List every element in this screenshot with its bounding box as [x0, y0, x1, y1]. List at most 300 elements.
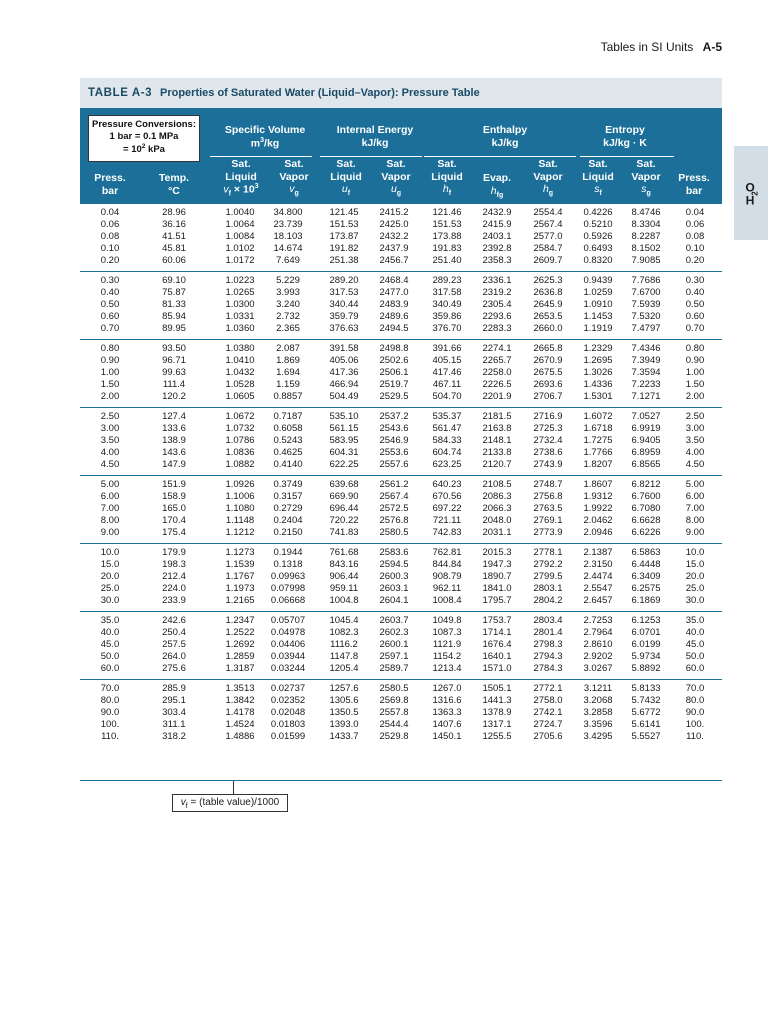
table-cell: 60.0	[100, 663, 120, 674]
table-cell: 5.8133	[631, 683, 661, 694]
table-cell: 224.0	[162, 583, 186, 594]
table-cell: 959.11	[329, 583, 359, 594]
table-cell: 173.88	[432, 231, 462, 242]
table-cell: 138.9	[162, 435, 186, 446]
table-cell: 0.4140	[273, 459, 303, 470]
table-cell: 60.06	[162, 255, 186, 266]
table-cell: 1.1767	[225, 571, 255, 582]
table-cell: 198.3	[162, 559, 186, 570]
table-cell: 0.90	[100, 355, 120, 366]
table-cell: 2738.6	[533, 447, 563, 458]
table-cell: 1255.5	[482, 731, 512, 742]
table-cell: 2181.5	[482, 411, 512, 422]
table-cell: 405.06	[329, 355, 359, 366]
table-cell: 179.9	[162, 547, 186, 558]
table-cell: 35.0	[100, 615, 120, 626]
table-cell: 5.00	[100, 479, 120, 490]
table-cell: 2.0946	[583, 527, 613, 538]
group-rule-internal-energy	[320, 156, 422, 157]
table-row	[80, 503, 722, 515]
table-cell: 6.6226	[631, 527, 661, 538]
table-cell: 2594.5	[379, 559, 409, 570]
table-cell: 2769.1	[533, 515, 563, 526]
table-cell: 121.45	[329, 207, 359, 218]
table-cell: 1205.4	[329, 663, 359, 674]
table-cell: 1.0360	[225, 323, 255, 334]
table-cell: 1.1453	[583, 311, 613, 322]
pc-title: Pressure Conversions:	[91, 119, 196, 130]
table-cell: 2778.1	[533, 547, 563, 558]
table-cell: 2557.6	[379, 459, 409, 470]
table-cell: 90.0	[100, 707, 120, 718]
table-cell: 359.79	[329, 311, 359, 322]
row-group	[80, 476, 722, 544]
table-cell: 2537.2	[379, 411, 409, 422]
table-cell: 0.40	[100, 287, 120, 298]
table-cell: 2567.4	[379, 491, 409, 502]
table-cell: 1087.3	[432, 627, 462, 638]
table-cell: 3.50	[685, 435, 705, 446]
table-cell: 250.4	[162, 627, 186, 638]
table-cell: 1795.7	[482, 595, 512, 606]
table-cell: 25.0	[685, 583, 705, 594]
table-row	[80, 571, 722, 583]
table-cell: 23.739	[273, 219, 303, 230]
table-cell: 391.58	[329, 343, 359, 354]
table-row	[80, 559, 722, 571]
table-cell: 25.0	[100, 583, 120, 594]
pc-line1: 1 bar = 0.1 MPa	[109, 130, 179, 142]
table-cell: 2494.5	[379, 323, 409, 334]
table-cell: 2305.4	[482, 299, 512, 310]
table-cell: 2529.5	[379, 391, 409, 402]
table-cell: 721.11	[432, 515, 462, 526]
table-cell: 7.5939	[631, 299, 661, 310]
table-cell: 0.06	[100, 219, 120, 230]
table-cell: 3.240	[276, 299, 300, 310]
table-row	[80, 583, 722, 595]
table-cell: 3.1211	[583, 683, 613, 694]
table-cell: 2748.7	[533, 479, 563, 490]
table-cell: 28.96	[162, 207, 186, 218]
table-row	[80, 219, 722, 231]
table-cell: 2432.9	[482, 207, 512, 218]
thumb-tab-sub: 2	[750, 191, 760, 196]
table-cell: 40.0	[685, 627, 705, 638]
table-cell: 3.2068	[583, 695, 613, 706]
table-cell: 1.8607	[583, 479, 613, 490]
table-cell: 5.6141	[631, 719, 661, 730]
table-cell: 0.6493	[583, 243, 613, 254]
table-row	[80, 683, 722, 695]
table-cell: 843.16	[329, 559, 359, 570]
table-cell: 1257.6	[329, 683, 359, 694]
table-cell: 14.674	[273, 243, 303, 254]
table-cell: 7.5320	[631, 311, 661, 322]
row-group	[80, 340, 722, 408]
table-cell: 4.50	[100, 459, 120, 470]
table-cell: 2589.7	[379, 663, 409, 674]
table-cell: 9.00	[685, 527, 705, 538]
table-cell: 2772.1	[533, 683, 563, 694]
table-cell: 0.02352	[270, 695, 306, 706]
table-cell: 2258.0	[482, 367, 512, 378]
table-cell: 2163.8	[482, 423, 512, 434]
page-number: A-5	[702, 40, 722, 54]
table-cell: 5.229	[276, 275, 300, 286]
table-cell: 5.8892	[631, 663, 661, 674]
table-cell: 908.79	[432, 571, 462, 582]
table-cell: 1.0172	[225, 255, 255, 266]
table-cell: 2319.2	[482, 287, 512, 298]
table-row	[80, 423, 722, 435]
table-cell: 7.00	[685, 503, 705, 514]
table-cell: 45.81	[162, 243, 186, 254]
table-cell: 1008.4	[432, 595, 462, 606]
table-cell: 0.50	[685, 299, 705, 310]
table-cell: 0.10	[100, 243, 120, 254]
table-cell: 2724.7	[533, 719, 563, 730]
table-cell: 844.84	[432, 559, 462, 570]
table-row	[80, 207, 722, 219]
table-cell: 111.4	[162, 379, 186, 390]
table-cell: 15.0	[685, 559, 705, 570]
table-cell: 30.0	[100, 595, 120, 606]
table-cell: 2293.6	[482, 311, 512, 322]
table-cell: 2546.9	[379, 435, 409, 446]
table-cell: 1316.6	[432, 695, 462, 706]
table-cell: 1450.1	[432, 731, 462, 742]
table-cell: 8.1502	[631, 243, 661, 254]
table-cell: 466.94	[329, 379, 359, 390]
table-cell: 604.74	[432, 447, 462, 458]
table-cell: 0.3157	[273, 491, 303, 502]
table-cell: 417.36	[329, 367, 359, 378]
table-cell: 2706.7	[533, 391, 563, 402]
table-cell: 2.7964	[583, 627, 613, 638]
table-cell: 0.02737	[270, 683, 306, 694]
table-cell: 2.5547	[583, 583, 613, 594]
table-cell: 121.46	[432, 207, 462, 218]
table-cell: 1433.7	[329, 731, 359, 742]
table-cell: 2392.8	[482, 243, 512, 254]
col-sf: Sat. Liquid $s_f$	[582, 158, 614, 198]
table-row	[80, 663, 722, 675]
table-row	[80, 255, 722, 267]
col-hg: Sat. Vapor $h_g$	[533, 158, 563, 198]
table-cell: 0.5243	[273, 435, 303, 446]
table-cell: 1213.4	[432, 663, 462, 674]
running-head-text: Tables in SI Units	[600, 40, 694, 54]
group-rule-specific-volume	[210, 156, 312, 157]
table-cell: 34.800	[273, 207, 303, 218]
table-cell: 251.40	[432, 255, 462, 266]
thumb-tab	[734, 146, 768, 240]
table-title-bar	[80, 78, 722, 108]
table-cell: 2468.4	[379, 275, 409, 286]
table-cell: 0.3749	[273, 479, 303, 490]
table-cell: 2580.5	[379, 527, 409, 538]
table-cell: 2725.3	[533, 423, 563, 434]
table-cell: 2.087	[276, 343, 300, 354]
table-cell: 1.0732	[225, 423, 255, 434]
table-row	[80, 411, 722, 423]
table-cell: 36.16	[162, 219, 186, 230]
table-cell: 7.3594	[631, 367, 661, 378]
table-cell: 2502.6	[379, 355, 409, 366]
table-row	[80, 547, 722, 559]
table-cell: 2437.9	[379, 243, 409, 254]
table-cell: 233.9	[162, 595, 186, 606]
table-cell: 4.50	[685, 459, 705, 470]
table-cell: 0.80	[100, 343, 120, 354]
table-bottom-rule	[80, 780, 722, 781]
table-cell: 295.1	[162, 695, 186, 706]
table-cell: 1045.4	[329, 615, 359, 626]
table-cell: 242.6	[162, 615, 186, 626]
table-cell: 4.00	[685, 447, 705, 458]
table-cell: 5.7432	[631, 695, 661, 706]
table-cell: 0.1318	[273, 559, 303, 570]
table-cell: 15.0	[100, 559, 120, 570]
table-cell: 0.08	[685, 231, 705, 242]
table-cell: 1676.4	[482, 639, 512, 650]
table-cell: 1.0926	[225, 479, 255, 490]
table-cell: 2.365	[276, 323, 300, 334]
table-cell: 7.7686	[631, 275, 661, 286]
table-row	[80, 379, 722, 391]
table-cell: 1.00	[100, 367, 120, 378]
table-cell: 340.49	[432, 299, 462, 310]
table-cell: 1.1080	[225, 503, 255, 514]
table-cell: 0.4226	[583, 207, 613, 218]
footnote-callout: $v_f$ = (table value)/1000	[172, 794, 288, 812]
table-cell: 289.23	[432, 275, 462, 286]
table-row	[80, 299, 722, 311]
table-cell: 89.95	[162, 323, 186, 334]
pressure-conversions-box	[88, 115, 200, 162]
table-row	[80, 287, 722, 299]
table-cell: 8.4746	[631, 207, 661, 218]
table-cell: 2561.2	[379, 479, 409, 490]
table-cell: 1.0380	[225, 343, 255, 354]
table-cell: 0.30	[685, 275, 705, 286]
table-cell: 0.8320	[583, 255, 613, 266]
table-row	[80, 323, 722, 335]
table-cell: 2803.1	[533, 583, 563, 594]
col-hf: Sat. Liquid $h_f$	[431, 158, 463, 198]
table-cell: 2.4474	[583, 571, 613, 582]
table-cell: 1.1919	[583, 323, 613, 334]
table-cell: 535.10	[329, 411, 359, 422]
table-cell: 0.10	[685, 243, 705, 254]
table-cell: 212.4	[162, 571, 186, 582]
table-body	[80, 204, 722, 748]
table-cell: 1.0223	[225, 275, 255, 286]
table-cell: 2693.6	[533, 379, 563, 390]
table-row	[80, 343, 722, 355]
table-cell: 1.1273	[225, 547, 255, 558]
table-cell: 75.87	[162, 287, 186, 298]
table-cell: 561.47	[432, 423, 462, 434]
table-cell: 1.2522	[225, 627, 255, 638]
table-cell: 7.6700	[631, 287, 661, 298]
table-cell: 1.1006	[225, 491, 255, 502]
table-cell: 3.3596	[583, 719, 613, 730]
callout-leader	[233, 781, 234, 794]
table-cell: 1753.7	[482, 615, 512, 626]
table-cell: 191.83	[432, 243, 462, 254]
group-internal-energy: Internal Energy kJ/kg	[336, 124, 414, 149]
table-cell: 175.4	[162, 527, 186, 538]
table-cell: 2.732	[276, 311, 300, 322]
table-cell: 2803.4	[533, 615, 563, 626]
table-row	[80, 275, 722, 287]
table-cell: 2732.4	[533, 435, 563, 446]
table-cell: 151.53	[432, 219, 462, 230]
table-cell: 6.7600	[631, 491, 661, 502]
table-cell: 2201.9	[482, 391, 512, 402]
table-cell: 0.5926	[583, 231, 613, 242]
table-cell: 1116.2	[330, 639, 358, 650]
table-cell: 1.0064	[225, 219, 255, 230]
table-cell: 6.8212	[631, 479, 661, 490]
table-cell: 1154.2	[432, 651, 462, 662]
table-cell: 1947.3	[482, 559, 512, 570]
table-row	[80, 615, 722, 627]
table-cell: 1.0528	[225, 379, 255, 390]
table-cell: 6.8565	[631, 459, 661, 470]
table-cell: 2705.6	[533, 731, 563, 742]
table-cell: 0.1944	[273, 547, 303, 558]
table-cell: 417.46	[432, 367, 462, 378]
table-cell: 2554.4	[533, 207, 563, 218]
table-cell: 3.50	[100, 435, 120, 446]
table-cell: 2031.1	[482, 527, 512, 538]
table-cell: 7.9085	[631, 255, 661, 266]
table-cell: 9.00	[100, 527, 120, 538]
table-cell: 6.1253	[631, 615, 661, 626]
table-cell: 0.01599	[270, 731, 306, 742]
table-cell: 2600.3	[379, 571, 409, 582]
table-cell: 1.50	[100, 379, 120, 390]
table-cell: 2.3150	[583, 559, 613, 570]
table-cell: 85.94	[162, 311, 186, 322]
table-cell: 0.9439	[583, 275, 613, 286]
table-cell: 5.6772	[631, 707, 661, 718]
table-cell: 2.50	[685, 411, 705, 422]
table-cell: 5.00	[685, 479, 705, 490]
table-cell: 69.10	[162, 275, 186, 286]
table-cell: 0.2150	[273, 527, 303, 538]
table-cell: 2283.3	[482, 323, 512, 334]
table-cell: 80.0	[685, 695, 705, 706]
table-cell: 2716.9	[533, 411, 563, 422]
table-cell: 60.0	[685, 663, 705, 674]
table-cell: 2226.5	[482, 379, 512, 390]
table-cell: 742.83	[432, 527, 462, 538]
table-cell: 1004.8	[329, 595, 359, 606]
table-cell: 6.4448	[631, 559, 661, 570]
table-cell: 1.3026	[583, 367, 613, 378]
table-cell: 1.5301	[583, 391, 613, 402]
table-cell: 0.5210	[583, 219, 613, 230]
table-cell: 2415.2	[379, 207, 409, 218]
table-cell: 2804.2	[533, 595, 563, 606]
row-group	[80, 544, 722, 612]
col-uf: Sat. Liquid $u_f$	[330, 158, 362, 198]
table-cell: 7.1271	[631, 391, 661, 402]
col-sg: Sat. Vapor $s_g$	[631, 158, 661, 198]
table-cell: 2543.6	[379, 423, 409, 434]
table-cell: 2798.3	[533, 639, 563, 650]
table-cell: 340.44	[329, 299, 359, 310]
table-cell: 2665.8	[533, 343, 563, 354]
table-cell: 173.87	[329, 231, 359, 242]
table-cell: 1.2695	[583, 355, 613, 366]
table-cell: 0.20	[685, 255, 705, 266]
table-cell: 8.3304	[631, 219, 661, 230]
table-cell: 3.993	[276, 287, 300, 298]
table-cell: 1.0259	[583, 287, 613, 298]
table-cell: 962.11	[432, 583, 462, 594]
table-cell: 2799.5	[533, 571, 563, 582]
table-cell: 6.00	[685, 491, 705, 502]
table-cell: 110.	[686, 731, 704, 742]
running-head	[601, 40, 722, 54]
table-cell: 0.08	[100, 231, 120, 242]
table-cell: 1121.9	[432, 639, 462, 650]
table-cell: 504.70	[432, 391, 462, 402]
table-cell: 257.5	[162, 639, 186, 650]
table-cell: 10.0	[685, 547, 705, 558]
table-cell: 0.04	[685, 207, 705, 218]
row-group	[80, 204, 722, 272]
table-row	[80, 491, 722, 503]
row-group	[80, 272, 722, 340]
table-cell: 0.09963	[270, 571, 306, 582]
table-cell: 1.0605	[225, 391, 255, 402]
table-row	[80, 695, 722, 707]
table-cell: 6.8959	[631, 447, 661, 458]
table-cell: 2553.6	[379, 447, 409, 458]
table-row	[80, 311, 722, 323]
table-cell: 81.33	[162, 299, 186, 310]
col-press-right: Press. bar	[678, 172, 710, 197]
table-cell: 2.8610	[583, 639, 613, 650]
table-cell: 2577.0	[533, 231, 563, 242]
table-cell: 0.70	[100, 323, 120, 334]
table-cell: 640.23	[432, 479, 462, 490]
table-cell: 45.0	[100, 639, 120, 650]
table-cell: 2483.9	[379, 299, 409, 310]
table-cell: 6.9919	[631, 423, 661, 434]
table-cell: 1890.7	[482, 571, 512, 582]
table-cell: 0.2729	[273, 503, 303, 514]
col-hfg: Evap. $h_{fg}$	[482, 172, 511, 199]
table-cell: 2148.1	[482, 435, 512, 446]
table-cell: 906.44	[329, 571, 359, 582]
table-row	[80, 639, 722, 651]
table-cell: 2567.4	[533, 219, 563, 230]
table-cell: 2604.1	[379, 595, 409, 606]
table-cell: 2498.8	[379, 343, 409, 354]
table-cell: 0.60	[685, 311, 705, 322]
table-cell: 2743.9	[533, 459, 563, 470]
table-cell: 0.40	[685, 287, 705, 298]
table-cell: 0.05707	[270, 615, 306, 626]
table-cell: 20.0	[685, 571, 705, 582]
